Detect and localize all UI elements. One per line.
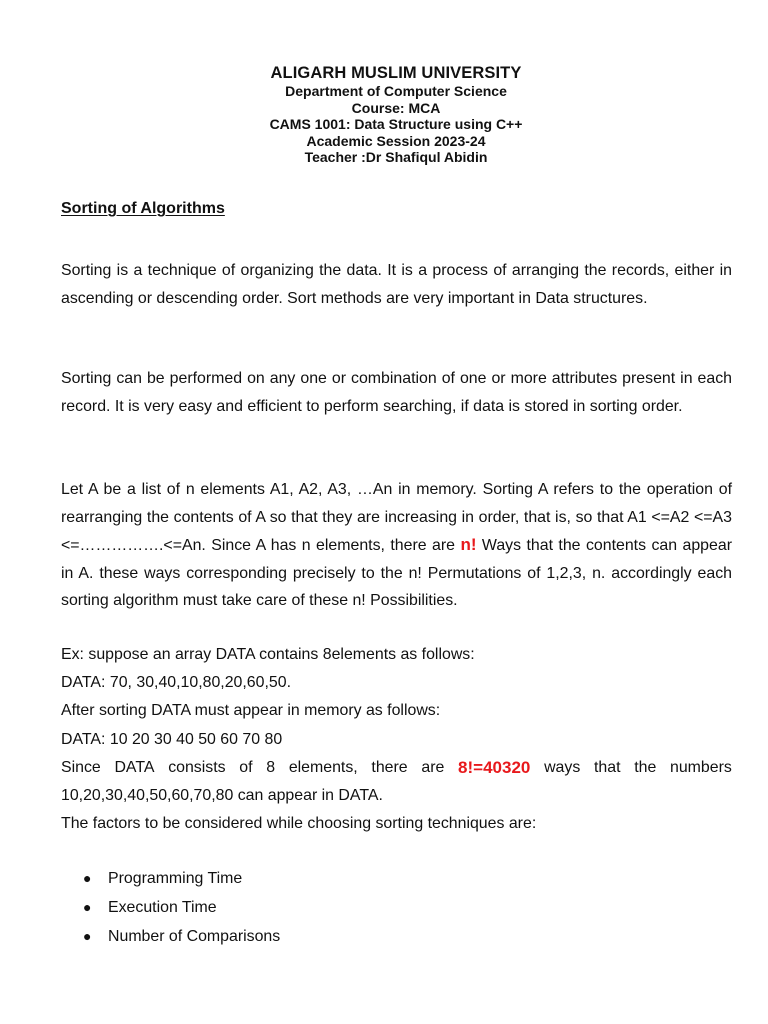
paragraph-permutations	[61, 476, 732, 615]
paragraph-definition: Sorting is a technique of organizing the data. It is a process of arranging the records, either in ascending or descending order. Sort methods are very important in Data structures.	[61, 262, 732, 307]
word: of	[239, 758, 253, 776]
word: elements,	[288, 758, 358, 776]
example-count-line	[61, 754, 732, 782]
permutations-text-after: Ways that the contents can appear in A. these ways corresponding precisely to the n! Permutations of 1,2,3, n. accordingly each sorting algorithm must take care of these n! Possibilities.	[61, 537, 732, 610]
department-name: Department of Computer Science	[285, 83, 507, 99]
example-appear-line: 10,20,30,40,50,60,70,80 can appear in DATA.	[61, 786, 383, 804]
n-factorial-highlight: n!	[460, 535, 477, 555]
subject-name: CAMS 1001: Data Structure using C++	[269, 116, 523, 132]
example-data-unsorted: DATA: 70, 30,40,10,80,20,60,50.	[61, 674, 291, 692]
academic-session: Academic Session 2023-24	[306, 132, 486, 149]
word: Since	[61, 758, 101, 776]
word: ways	[544, 758, 581, 776]
word: the	[634, 758, 657, 776]
word: are	[421, 758, 445, 776]
word: 8	[266, 758, 276, 776]
example-after-sorting: After sorting DATA must appear in memory as follows:	[61, 702, 441, 720]
section-title: Sorting of Algorithms	[61, 200, 225, 217]
factors-list	[83, 864, 280, 951]
factor-label: Number of Comparisons	[108, 928, 281, 945]
course-name: Course: MCA	[351, 99, 441, 116]
example-intro: Ex: suppose an array DATA contains 8elements as follows:	[61, 646, 475, 663]
word: DATA	[114, 758, 155, 776]
example-data-sorted: DATA: 10 20 30 40 50 60 70 80	[61, 730, 283, 748]
university-name: ALIGARH MUSLIM UNIVERSITY	[270, 64, 522, 82]
bullet-icon: ●	[83, 928, 92, 944]
factors-intro: The factors to be considered while choosing sorting techniques are:	[61, 815, 537, 833]
bullet-icon: ●	[83, 870, 92, 886]
document-header	[0, 63, 768, 166]
factor-label: Execution Time	[108, 899, 217, 916]
permutations-text-before: Let A be a list of n elements A1, A2, A3, …An in memory. Sorting A refers to the operation of rearranging the contents of A so that they are increasing in order, that is, so that A1 <=A2 <=A3 <=…………….<=An. Since A has n elements, there are	[61, 481, 732, 555]
factor-label: Programming Time	[108, 870, 243, 887]
eight-factorial-highlight: 8!=40320	[458, 757, 531, 777]
bullet-icon: ●	[83, 899, 92, 915]
list-item	[83, 893, 280, 922]
word: numbers	[670, 758, 732, 776]
list-item	[83, 864, 280, 893]
list-item	[83, 922, 280, 951]
teacher-name: Teacher :Dr Shafiqul Abidin	[304, 149, 488, 165]
paragraph-attributes: Sorting can be performed on any one or combination of one or more attributes present in each record. It is very easy and efficient to perform searching, if data is stored in sorting order.	[61, 370, 732, 415]
word: that	[593, 758, 621, 776]
example-block	[61, 641, 732, 838]
word: there	[371, 758, 408, 776]
word: consists	[168, 758, 226, 776]
